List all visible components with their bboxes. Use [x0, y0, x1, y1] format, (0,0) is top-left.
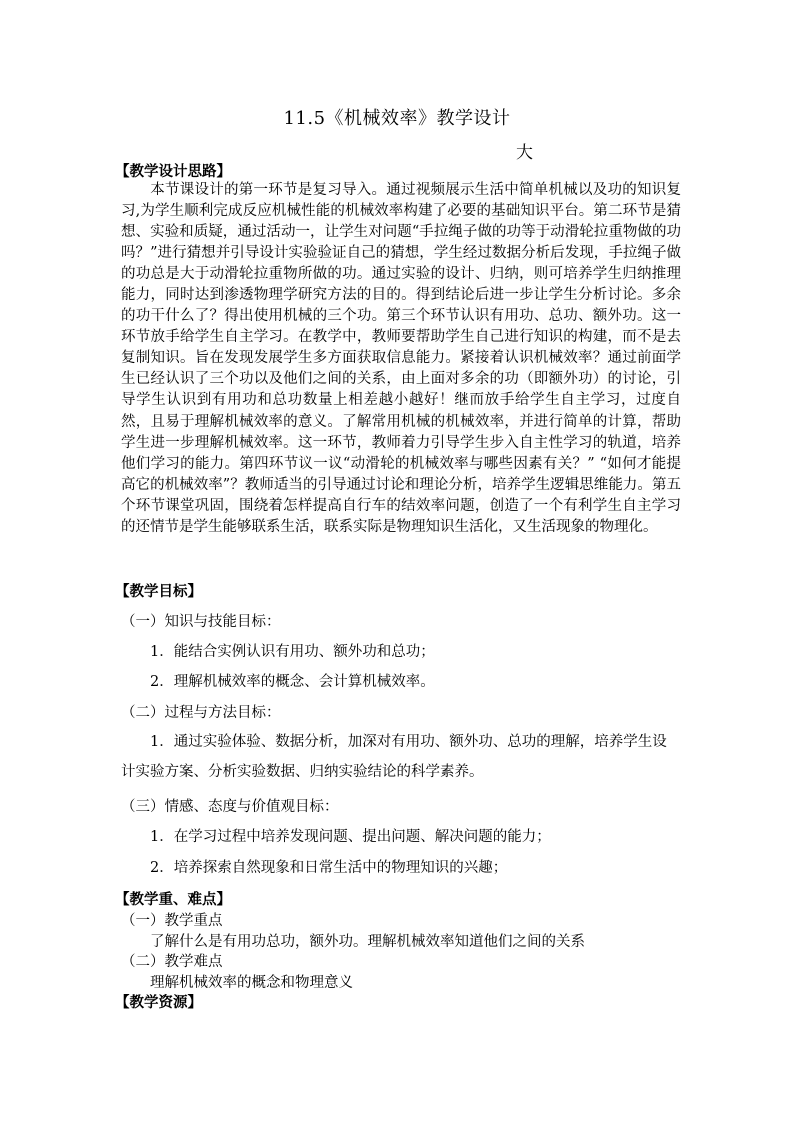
difficulty-body: 理解机械效率的概念和物理意义 — [150, 975, 353, 991]
emotion-goal-2: 2．培养探索自然现象和日常生活中的物理知识的兴趣； — [150, 860, 508, 876]
emotion-goals-title: （三）情感、态度与价值观目标： — [121, 799, 339, 815]
document-author: 大 — [516, 143, 533, 163]
design-paragraph — [121, 180, 681, 538]
key-point-body: 了解什么是有用功总功，额外功。理解机械效率知道他们之间的关系 — [150, 934, 585, 950]
knowledge-goal-1: 1．能结合实例认识有用功、额外功和总功； — [150, 644, 435, 660]
key-point-title: （一）教学重点 — [121, 913, 223, 929]
knowledge-goals-title: （一）知识与技能目标： — [121, 614, 281, 630]
difficulty-title: （二）教学难点 — [121, 954, 223, 970]
document-title: 11.5《机械效率》教学设计 — [283, 108, 511, 129]
design-body: 本节课设计的第一环节是复习导入。通过视频展示生活中简单机械以及功的知识复习,为学生顺利完成反应机械性能的机械效率构建了必要的基础知识平台。第二环节是猜想、实验和质疑，通过活动一，让学生对问题“手拉绳子做的功等于动滑轮拉重物做的功吗？”进行猜想并引导设计实验验证自己的猜想，学生经过数据分析后发现，手拉绳子做的功总是大于动滑轮拉重物所做的功。通过实验的设计、归纳，则可培养学生归纳推理能力，同时达到渗透物理学研究方法的目的。得到结论后进一步让学生分析讨论。多余的功干什么了？得出使用机械的三个功。第三个环节认识有用功、总功、额外功。这一环节放手给学生自主学习。在教学中，教师要帮助学生自己进行知识的构建，而不是去复制知识。旨在发现发展学生多方面获取信息能力。紧接着认识机械效率？通过前面学生已经认识了三个功以及他们之间的关系，由上面对多余的功（即额外功）的讨论，引导学生认识到有用功和总功数量上相差越小越好！继而放手给学生自主学习，过度自然，且易于理解机械效率的意义。了解常用机械的机械效率，并进行简单的计算，帮助学生进一步理解机械效率。这一环节，教师着力引导学生步入自主性学习的轨道，培养他们学习的能力。第四环节议一议“动滑轮的机械效率与哪些因素有关？” “如何才能提高它的机械效率”？教师适当的引导通过讨论和理论分析，培养学生逻辑思维能力。第五个环节课堂巩固，围绕着怎样提高自行车的结效率问题，创造了一个有利学生自主学习的还情节是学生能够联系生活，联系实际是物理知识生活化，又生活现象的物理化。 — [121, 182, 681, 535]
design-heading: 【教学设计思路】 — [115, 163, 231, 180]
goals-heading: 【教学目标】 — [115, 583, 202, 600]
process-goals-title: （二）过程与方法目标： — [121, 705, 281, 721]
process-goal-1: 1．通过实验体验、数据分析，加深对有用功、额外功、总功的理解，培养学生设计实验方案、分析实验数据、归纳实验结论的科学素养。 — [121, 734, 667, 780]
resources-heading: 【教学资源】 — [115, 994, 202, 1011]
emotion-goal-1: 1．在学习过程中培养发现问题、提出问题、解决问题的能力； — [150, 829, 551, 845]
key-points-heading: 【教学重、难点】 — [115, 891, 231, 908]
knowledge-goal-2: 2．理解机械效率的概念、会计算机械效率。 — [150, 674, 435, 690]
